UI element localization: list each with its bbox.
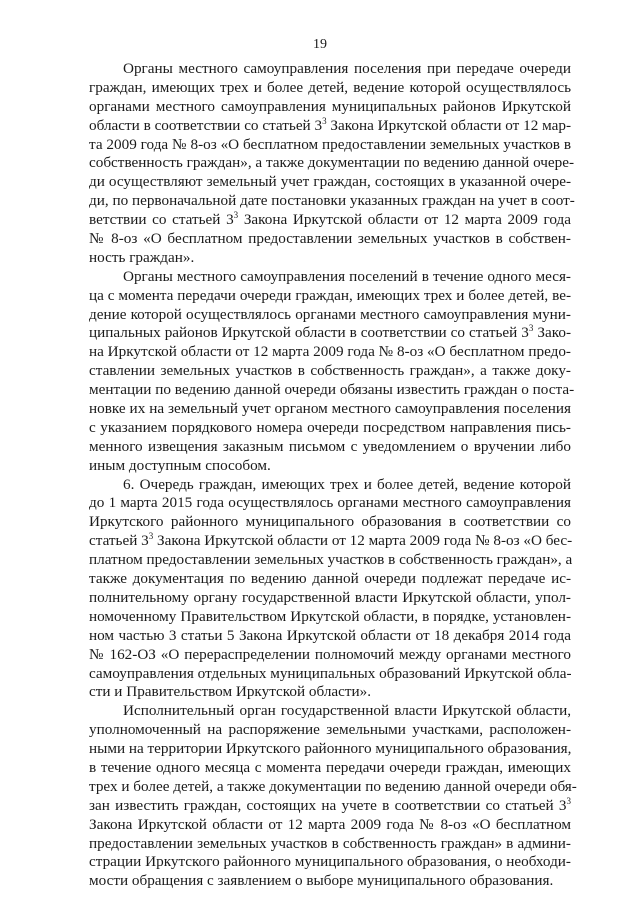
text-line: № 8-оз «О бесплатном предоставлении земельных участков в собствен-: [89, 230, 571, 248]
text-line: ципальных районов Иркутской области в соответствии со статьей $3^3$ Зако-: [89, 323, 572, 342]
text-line: сти и Правительством Иркутской области».: [89, 683, 372, 701]
text-line: ность граждан».: [89, 248, 195, 266]
text-line: Органы местного самоуправления поселений в течение одного меся-: [123, 267, 571, 285]
text-line: ментации по ведению данной очереди обязаны известить граждан о поста-: [89, 381, 575, 399]
text-line: предоставлении земельных участков в собственность граждан» в админи-: [89, 834, 571, 852]
paragraph-p3: [89, 476, 571, 703]
text-line: Исполнительный орган государственной власти Иркутской области,: [123, 702, 571, 720]
text-line: также документация по ведению данной очереди подлежат передаче ис-: [89, 570, 571, 588]
text-line: дение которой осуществлялось органами местного самоуправления муни-: [89, 305, 571, 323]
text-line: на Иркутской области от 12 марта 2009 года № 8-оз «О бесплатном предо-: [89, 343, 571, 361]
paragraph-p2: [89, 267, 575, 476]
text-line: Закона Иркутской области от 12 марта 2009 года № 8-оз «О бесплатном: [89, 815, 571, 833]
page-number: 19: [313, 37, 327, 52]
text-line: трех и более детей, а также документации по ведению данной очереди обя-: [89, 777, 577, 795]
text-line: менного извещения заказным письмом с уведомлением о вручении либо: [89, 437, 571, 455]
text-line: ном частью 3 статьи 5 Закона Иркутской области от 18 декабря 2014 года: [89, 626, 571, 644]
text-line: страции Иркутского районного муниципального образования, о необходи-: [89, 853, 571, 871]
text-line: органами местного самоуправления муниципальных районов Иркутской: [89, 97, 571, 115]
text-line: ветствии со статьей $3^3$ Закона Иркутской области от 12 марта 2009 года: [89, 210, 572, 229]
text-line: номоченному Правительством Иркутской области, в порядке, установлен-: [89, 607, 571, 625]
text-line: полнительному органу государственной власти Иркутской области, упол-: [89, 588, 571, 606]
paragraph-p4: [89, 702, 577, 891]
paragraph-p1: [89, 60, 575, 268]
text-line: ди, по первоначальной дате постановки указанных граждан на учет в соот-: [89, 192, 575, 210]
text-line: та 2009 года № 8-оз «О бесплатном предоставлении земельных участков в: [89, 135, 571, 153]
text-line: уполномоченный на распоряжение земельными участками, расположен-: [89, 721, 571, 739]
text-line: граждан, имеющих трех и более детей, ведение которой осуществлялось: [89, 78, 571, 96]
text-line: Органы местного самоуправления поселения при передаче очереди: [123, 60, 571, 77]
text-line: ца с момента передачи очереди граждан, имеющих трех и более детей, ве-: [89, 286, 571, 304]
text-line: области в соответствии со статьей $3^3$ Закона Иркутской области от 12 мар-: [89, 115, 572, 134]
text-line: 6. Очередь граждан, имеющих трех и более детей, ведение которой: [123, 475, 571, 493]
text-line: самоуправления отдельных муниципальных образований Иркутской обла-: [89, 664, 572, 682]
text-line: зан известить граждан, состоящих на учете в соответствии со статьей $3^3$: [89, 795, 571, 814]
text-line: ными на территории Иркутского районного муниципального образования,: [89, 740, 572, 758]
text-line: ди осуществляют земельный учет граждан, состоящих в указанной очере-: [89, 173, 571, 191]
text-line: платном предоставлении земельных участков в собственность граждан», а: [89, 551, 573, 569]
text-line: ставлении земельных участков в собственность граждан», а также доку-: [89, 362, 571, 380]
text-line: в течение одного месяца с момента передачи очереди граждан, имеющих: [89, 758, 571, 776]
text-line: собственность граждан», а также документации по ведению данной очере-: [89, 154, 575, 172]
text-line: статьей $3^3$ Закона Иркутской области от 12 марта 2009 года № 8-оз «О бес-: [89, 531, 573, 550]
text-line: с указанием порядкового номера очереди посредством направления пись-: [89, 418, 571, 436]
text-line: до 1 марта 2015 года осуществлялось органами местного самоуправления: [89, 494, 571, 512]
text-line: новке их на земельный учет органом местного самоуправления поселения: [89, 400, 571, 418]
document-body: [89, 60, 577, 891]
text-line: иным доступным способом.: [89, 456, 271, 474]
text-line: № 162-ОЗ «О перераспределении полномочий между органами местного: [89, 645, 571, 663]
text-line: мости обращения с заявлением о выборе муниципального образования.: [89, 872, 554, 890]
text-line: Иркутского районного муниципального образования в соответствии со: [89, 513, 571, 531]
